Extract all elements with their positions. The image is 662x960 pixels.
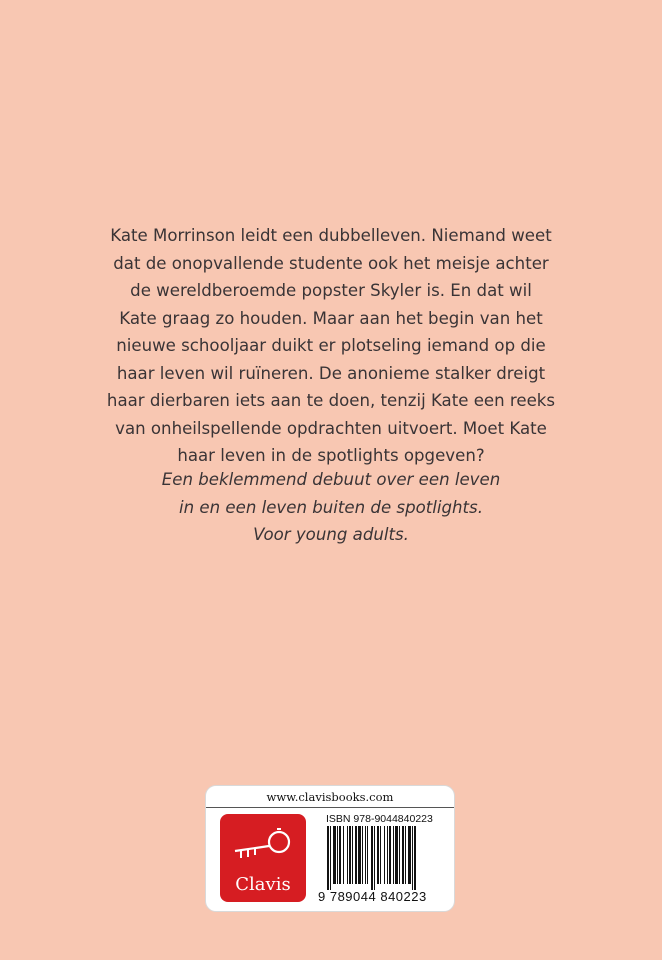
blurb-paragraph <box>60 222 602 470</box>
barcode-bar <box>355 826 357 884</box>
barcode-bar <box>327 826 329 890</box>
blurb-line-8: van onheilspellende opdrachten uitvoert. Moet Kate <box>115 418 547 438</box>
sticker-divider <box>206 807 454 808</box>
blurb-line-5: nieuwe schooljaar duikt er plotseling iemand op die <box>116 336 546 355</box>
publisher-logo <box>220 814 306 902</box>
barcode-bar <box>362 826 363 884</box>
barcode-bar <box>389 826 391 884</box>
barcode-bar <box>371 826 373 890</box>
barcode-bar <box>374 826 375 890</box>
blurb-line-3: de wereldberoemde popster Skyler is. En dat wil <box>130 281 532 300</box>
blurb-line-4: Kate graag zo houden. Maar aan het begin van het <box>119 308 543 328</box>
barcode-bar <box>377 826 379 884</box>
barcode-icon <box>326 826 444 890</box>
barcode-bar <box>399 826 400 884</box>
barcode-bar <box>412 826 413 890</box>
blurb-line-1: Kate Morrinson leidt een dubbelleven. Niemand weet <box>110 226 552 245</box>
barcode-bar <box>408 826 411 884</box>
barcode-bar <box>347 826 348 884</box>
barcode-bar <box>358 826 361 884</box>
barcode-digits: 9 789044 840223 <box>318 889 427 904</box>
tagline-line-2: in en een leven buiten de spotlights. <box>179 497 483 517</box>
barcode-bar <box>380 826 381 884</box>
publisher-url[interactable]: www.clavisbooks.com <box>266 790 394 804</box>
barcode-bar <box>393 826 394 884</box>
blurb-text <box>60 222 602 470</box>
barcode-bar <box>365 826 366 884</box>
barcode-bar <box>349 826 351 884</box>
barcode-bar <box>367 826 368 884</box>
barcode-bar <box>402 826 404 884</box>
key-icon <box>231 825 295 871</box>
barcode-bar <box>343 826 344 884</box>
barcode-bar <box>337 826 338 884</box>
tagline-line-1: Een beklemmend debuut over een leven <box>161 470 501 489</box>
isbn-sticker <box>205 785 455 912</box>
barcode-bar <box>395 826 398 884</box>
barcode-bar <box>333 826 336 884</box>
barcode-bar <box>384 826 385 884</box>
isbn-label: ISBN 978-9044840223 <box>326 813 433 825</box>
blurb-line-6: haar leven wil ruïneren. De anonieme stalker dreigt <box>116 363 546 383</box>
publisher-logo-wordmark: Clavis <box>235 874 291 895</box>
blurb-line-7: haar dierbaren iets aan te doen, tenzij Kate een reeks <box>106 391 556 410</box>
blurb-line-9: haar leven in de spotlights opgeven? <box>177 446 485 465</box>
tagline-line-3: Voor young adults. <box>253 525 409 544</box>
blurb-line-2: dat de onopvallende studente ook het meisje achter <box>113 253 549 273</box>
barcode-bar <box>339 826 341 884</box>
barcode-bar <box>330 826 331 890</box>
barcode-bar <box>405 826 406 884</box>
barcode-bar <box>414 826 416 890</box>
tagline <box>60 466 602 549</box>
barcode-bar <box>352 826 353 884</box>
barcode-bar <box>387 826 388 884</box>
